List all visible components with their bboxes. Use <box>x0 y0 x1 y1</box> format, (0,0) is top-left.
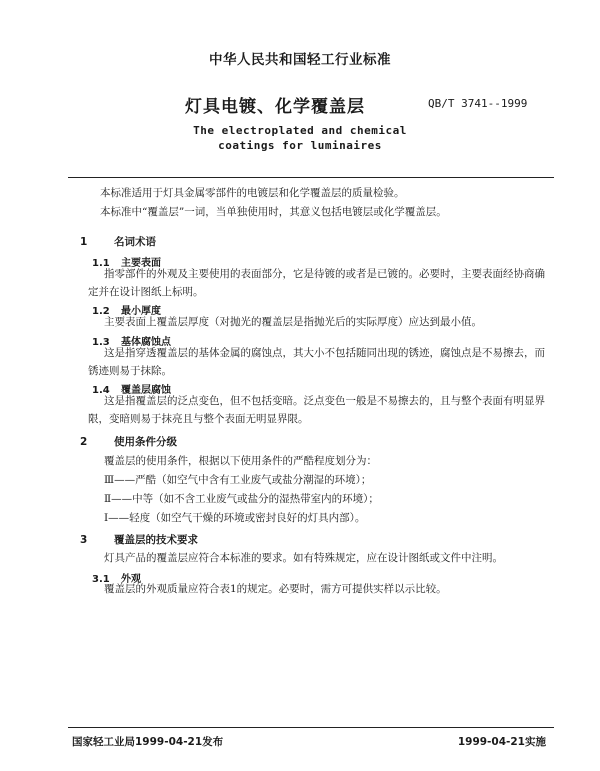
section-1-1-line-2: 定并在设计图纸上标明。 <box>88 286 204 298</box>
section-2-line-1: 覆盖层的使用条件，根据以下使用条件的严酷程度划分为： <box>104 455 377 467</box>
section-title: 覆盖层腐蚀 <box>120 385 171 396</box>
section-1-4-line-1: 这是指覆盖层的泛点变色，但不包括变暗。泛点变色一般是不易擦去的，且与整个表面有明显界 <box>104 395 545 407</box>
section-1-3-line-1: 这是指穿透覆盖层的基体金属的腐蚀点，其大小不包括随同出现的锈迹，腐蚀点是不易擦去，而 <box>104 347 545 359</box>
section-3-1-line-1: 覆盖层的外观质量应符合表1的规定。必要时，需方可提供实样以示比较。 <box>104 583 447 595</box>
intro-line-2: 本标准中“覆盖层”一词，当单独使用时，其意义包括电镀层或化学覆盖层。 <box>100 206 447 218</box>
section-title: 名词术语 <box>114 236 156 248</box>
section-2-heading <box>80 434 177 449</box>
section-1-heading <box>80 234 156 249</box>
section-number: 1 <box>80 236 88 248</box>
section-number: 1.4 <box>92 385 110 396</box>
standard-header: 中华人民共和国轻工行业标准 <box>209 52 391 68</box>
english-title-line-2: coatings for luminaires <box>218 139 382 152</box>
section-1-4-line-2: 限，变暗则易于抹亮且与整个表面无明显界限。 <box>88 413 309 425</box>
section-title: 外观 <box>120 574 141 585</box>
standard-number: QB/T 3741--1999 <box>428 97 528 110</box>
english-title-line-1: The electroplated and chemical <box>193 124 407 137</box>
section-title: 最小厚度 <box>120 306 161 317</box>
section-number: 2 <box>80 436 88 448</box>
section-1-1-line-1: 指零部件的外观及主要使用的表面部分，它是待镀的或者是已镀的。必要时，主要表面经协商确 <box>104 268 545 280</box>
section-1-2-line-1: 主要表面上覆盖层厚度（对抛光的覆盖层是指抛光后的实际厚度）应达到最小值。 <box>104 316 482 328</box>
section-1-3-line-2: 锈迹则易于抹除。 <box>88 365 172 377</box>
section-2-line-4: Ⅰ——轻度（如空气干燥的环境或密封良好的灯具内部）。 <box>104 512 366 524</box>
issue-info: 国家轻工业局1999-04-21发布 <box>72 736 224 748</box>
implementation-date: 1999-04-21实施 <box>457 736 546 748</box>
section-number: 1.2 <box>92 306 110 317</box>
section-2-line-3: Ⅱ——中等（如不含工业废气或盐分的湿热带室内的环境）； <box>104 493 379 505</box>
header-divider <box>68 177 554 178</box>
section-title: 覆盖层的技术要求 <box>114 534 198 546</box>
section-2-line-2: Ⅲ——严酷（如空气中含有工业废气或盐分潮湿的环境）； <box>104 474 372 486</box>
section-number: 1.1 <box>92 258 110 269</box>
footer-divider <box>68 727 554 728</box>
document-title: 灯具电镀、化学覆盖层 <box>185 97 365 117</box>
section-title: 主要表面 <box>120 258 161 269</box>
section-number: 3 <box>80 534 88 546</box>
section-number: 3.1 <box>92 574 110 585</box>
section-3-line-1: 灯具产品的覆盖层应符合本标准的要求。如有特殊规定，应在设计图纸或文件中注明。 <box>104 552 503 564</box>
section-number: 1.3 <box>92 337 110 348</box>
section-3-heading <box>80 532 198 547</box>
section-title: 使用条件分级 <box>114 436 177 448</box>
section-title: 基体腐蚀点 <box>120 337 171 348</box>
intro-line-1: 本标准适用于灯具金属零部件的电镀层和化学覆盖层的质量检验。 <box>100 187 405 199</box>
